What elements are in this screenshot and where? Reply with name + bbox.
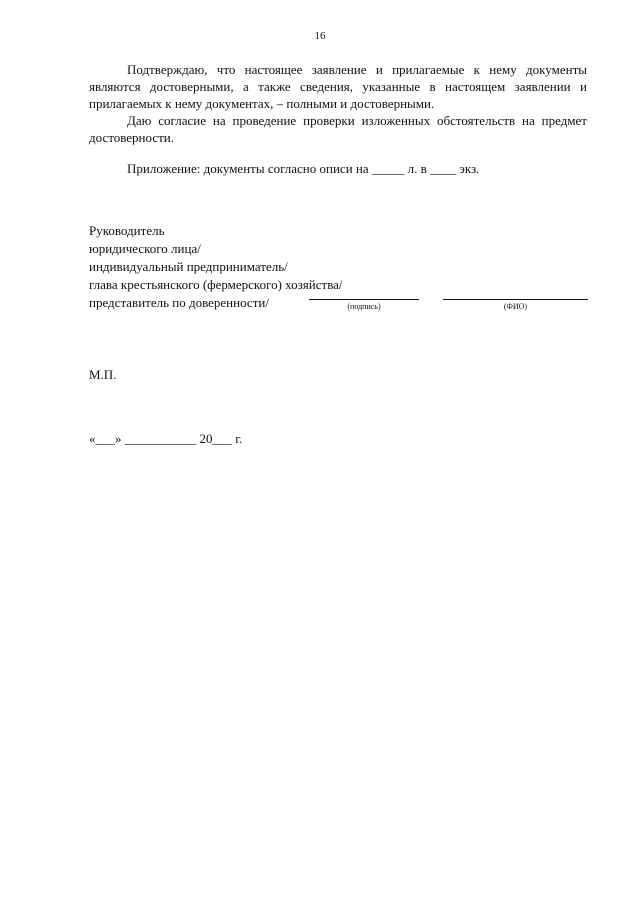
consent-paragraph: Даю согласие на проведение проверки изложенных обстоятельств на предмет достоверности. (89, 113, 587, 145)
signature-caption: (подпись) (347, 302, 381, 311)
signer-line-legal-entity: юридического лица/ (89, 241, 201, 256)
fio-caption: (ФИО) (503, 302, 528, 311)
page-number: 16 (314, 30, 326, 42)
signature-line (309, 299, 419, 300)
signer-line-head: Руководитель (89, 223, 165, 238)
signer-line-entrepreneur: индивидуальный предприниматель/ (89, 259, 288, 274)
signer-block (89, 222, 343, 312)
date-line: «___» ___________ 20___ г. (89, 431, 243, 446)
stamp-label: М.П. (89, 367, 117, 382)
signer-line-representative: представитель по доверенности/ (89, 295, 269, 310)
signer-line-farm-head: глава крестьянского (фермерского) хозяйства/ (89, 277, 343, 292)
confirmation-paragraph: Подтверждаю, что настоящее заявление и прилагаемые к нему документы являются достоверными, а также сведения, указанные в настоящем заявлении и прилагаемых к нему документах, – полными и достоверными. (89, 62, 587, 111)
fio-line (443, 299, 588, 300)
attachment-paragraph: Приложение: документы согласно описи на _____ л. в ____ экз. (127, 161, 480, 176)
